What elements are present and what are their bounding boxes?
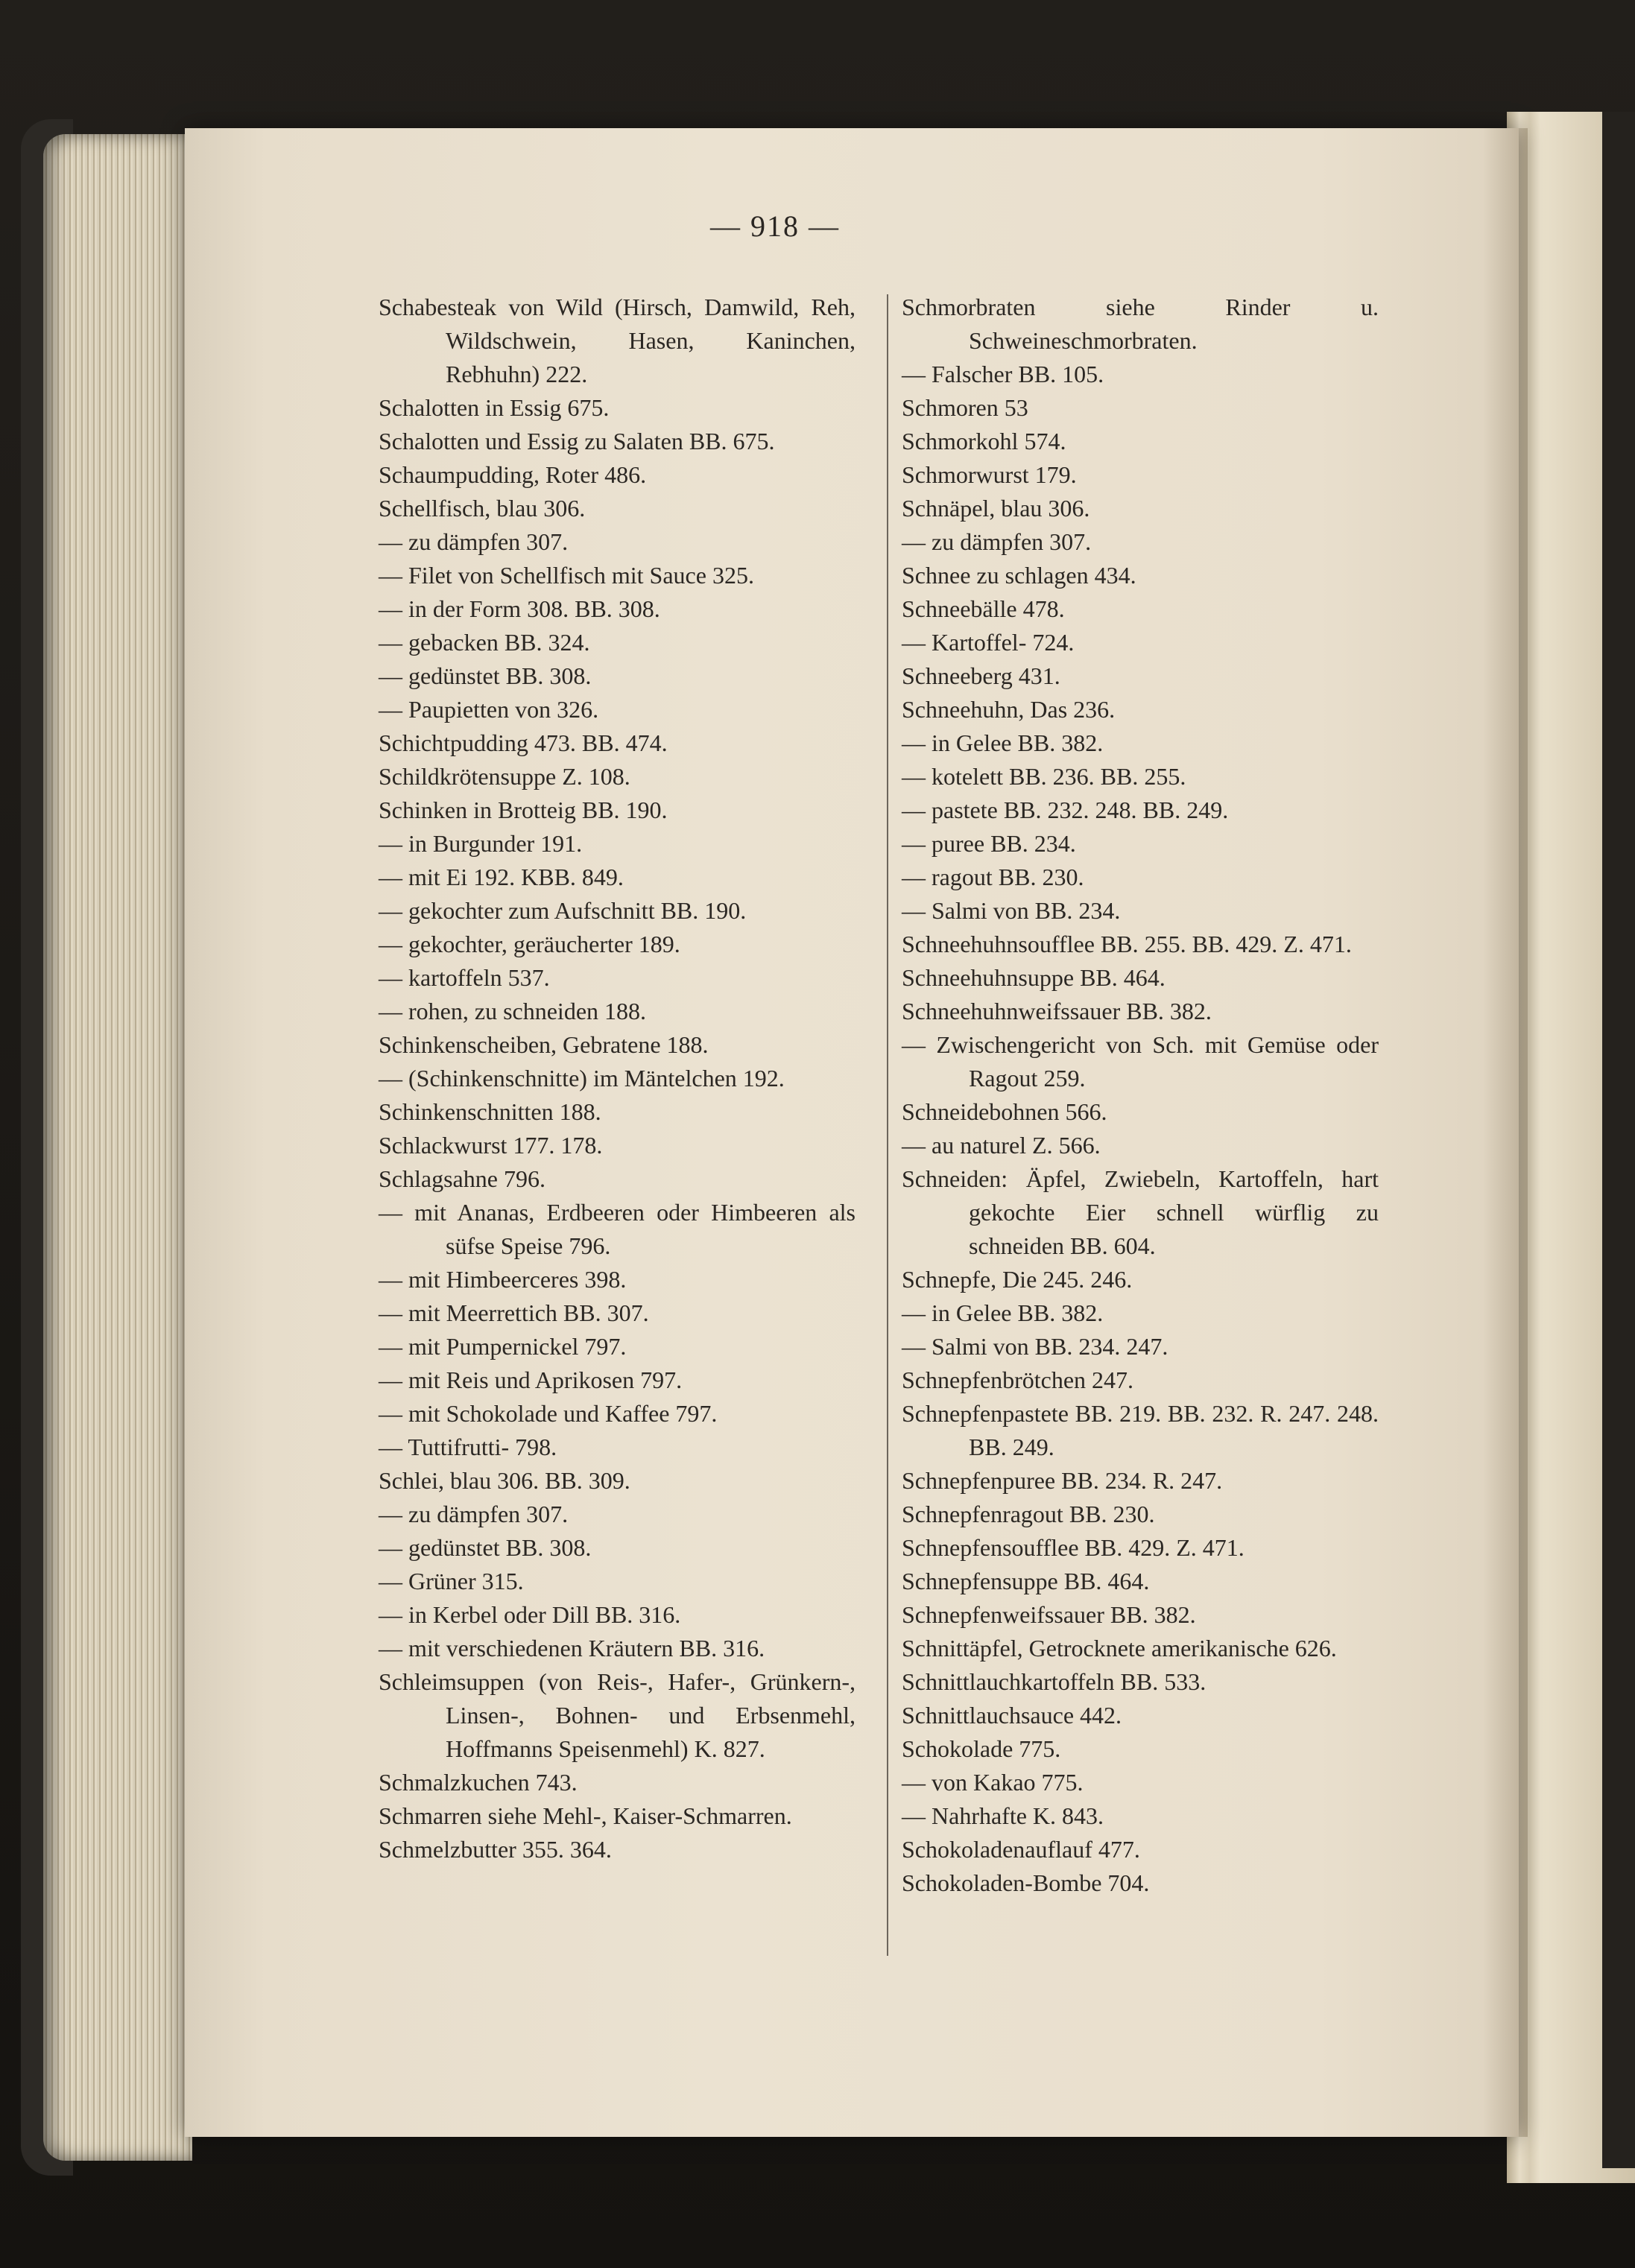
index-entry: — von Kakao 775. <box>902 1769 1084 1796</box>
index-entry: Schneehuhnsoufflee BB. 255. BB. 429. Z. 471. <box>902 931 1352 957</box>
index-column-left <box>379 291 856 1866</box>
index-entry: Schnee zu schlagen 434. <box>902 562 1136 589</box>
index-entry: Schichtpudding 473. BB. 474. <box>379 729 668 756</box>
index-entry: — Paupietten von 326. <box>379 696 599 723</box>
index-entry: Schokolade 775. <box>902 1735 1061 1762</box>
index-entry: — in Gelee BB. 382. <box>902 1299 1104 1326</box>
index-entry: Schnepfensuppe BB. 464. <box>902 1568 1150 1594</box>
index-entry: — Kartoffel- 724. <box>902 629 1075 656</box>
index-entry: Schmorwurst 179. <box>902 461 1077 488</box>
index-entry: — gebacken BB. 324. <box>379 629 590 656</box>
index-entry: Schnepfenpastete BB. 219. BB. 232. R. 247. 248. BB. 249. <box>902 1400 1379 1460</box>
index-entry: Schokoladenauflauf 477. <box>902 1836 1140 1863</box>
index-entry: — in Gelee BB. 382. <box>902 729 1104 756</box>
index-entry: Schokoladen-Bombe 704. <box>902 1869 1150 1896</box>
index-entry: Schneehuhn, Das 236. <box>902 696 1116 723</box>
index-entry: Schnepfenpuree BB. 234. R. 247. <box>902 1467 1223 1494</box>
book-cover-right <box>1602 112 1635 2168</box>
index-entry: — mit Ei 192. KBB. 849. <box>379 864 624 890</box>
index-entry: — zu dämpfen 307. <box>379 528 569 555</box>
index-entry: Schmelzbutter 355. 364. <box>379 1836 612 1863</box>
index-entry: Schnittlauchkartoffeln BB. 533. <box>902 1668 1207 1695</box>
index-entry: Schneebälle 478. <box>902 595 1065 622</box>
index-entry: — Falscher BB. 105. <box>902 361 1104 387</box>
index-entry: — mit verschiedenen Kräutern BB. 316. <box>379 1635 765 1662</box>
index-entry: Schnepfenragout BB. 230. <box>902 1501 1155 1527</box>
index-entry: — mit Pumpernickel 797. <box>379 1333 627 1360</box>
index-entry: Schneidebohnen 566. <box>902 1098 1107 1125</box>
index-entry: — mit Himbeerceres 398. <box>379 1266 627 1293</box>
page-edges <box>43 134 192 2161</box>
index-entry: Schnittäpfel, Getrocknete amerikanische 626. <box>902 1635 1337 1662</box>
index-entry: Schnittlauchsauce 442. <box>902 1702 1122 1729</box>
index-entry: — Filet von Schellfisch mit Sauce 325. <box>379 562 754 589</box>
index-entry: Schlackwurst 177. 178. <box>379 1132 603 1159</box>
index-entry: — zu dämpfen 307. <box>379 1501 569 1527</box>
index-entry: Schmorkohl 574. <box>902 428 1066 454</box>
index-entry: Schildkrötensuppe Z. 108. <box>379 763 630 790</box>
index-entry: — mit Schokolade und Kaffee 797. <box>379 1400 718 1427</box>
index-entry: — gekochter, geräucherter 189. <box>379 931 680 957</box>
index-entry: Schmalzkuchen 743. <box>379 1769 578 1796</box>
index-entry: — pastete BB. 232. 248. BB. 249. <box>902 796 1229 823</box>
index-entry: Schinkenscheiben, Gebratene 188. <box>379 1031 709 1058</box>
index-entry: — zu dämpfen 307. <box>902 528 1092 555</box>
index-entry: — Salmi von BB. 234. <box>902 897 1121 924</box>
index-entry: Schnäpel, blau 306. <box>902 495 1090 522</box>
index-entry: Schleimsuppen (von Reis-, Hafer-, Grünkern-, Linsen-, Bohnen- und Erbsenmehl, Hoffmanns Speisenmehl) K. 827. <box>379 1668 856 1762</box>
index-entry: Schmarren siehe Mehl-, Kaiser-Schmarren. <box>379 1802 792 1829</box>
index-entry: — (Schinkenschnitte) im Mäntelchen 192. <box>379 1065 785 1092</box>
index-entry: — in Burgunder 191. <box>379 830 583 857</box>
index-entry: — gedünstet BB. 308. <box>379 1534 592 1561</box>
index-entry: — Nahrhafte K. 843. <box>902 1802 1104 1829</box>
index-entry: — gedünstet BB. 308. <box>379 662 592 689</box>
index-entry: Schneehuhnsuppe BB. 464. <box>902 964 1166 991</box>
index-entry: Schlagsahne 796. <box>379 1165 545 1192</box>
index-entry: Schinken in Brotteig BB. 190. <box>379 796 668 823</box>
index-entry: Schaumpudding, Roter 486. <box>379 461 647 488</box>
index-entry: Schlei, blau 306. BB. 309. <box>379 1467 630 1494</box>
index-entry: — kotelett BB. 236. BB. 255. <box>902 763 1186 790</box>
index-entry: Schneehuhnweifssauer BB. 382. <box>902 998 1212 1024</box>
index-entry: Schnepfenweifssauer BB. 382. <box>902 1601 1196 1628</box>
index-entry: — mit Ananas, Erdbeeren oder Himbeeren als süfse Speise 796. <box>379 1199 856 1259</box>
index-entry: Schmorbraten siehe Rinder u. Schweineschmorbraten. <box>902 294 1379 354</box>
index-entry: — puree BB. 234. <box>902 830 1076 857</box>
index-entry: Schneiden: Äpfel, Zwiebeln, Kartoffeln, hart gekochte Eier schnell würflig zu schneiden BB. 604. <box>902 1165 1379 1259</box>
index-entry: — ragout BB. 230. <box>902 864 1084 890</box>
index-entry: Schmoren 53 <box>902 394 1028 421</box>
index-column-right <box>902 291 1379 1900</box>
index-entry: — in der Form 308. BB. 308. <box>379 595 660 622</box>
index-entry: — kartoffeln 537. <box>379 964 550 991</box>
index-entry: — in Kerbel oder Dill BB. 316. <box>379 1601 681 1628</box>
column-divider <box>887 294 888 1956</box>
index-entry: Schnepfe, Die 245. 246. <box>902 1266 1133 1293</box>
index-entry: Schalotten und Essig zu Salaten BB. 675. <box>379 428 775 454</box>
index-entry: — Grüner 315. <box>379 1568 524 1594</box>
index-entry: Schneeberg 431. <box>902 662 1060 689</box>
index-entry: Schellfisch, blau 306. <box>379 495 586 522</box>
index-entry: — Salmi von BB. 234. 247. <box>902 1333 1168 1360</box>
index-entry: — Tuttifrutti- 798. <box>379 1434 557 1460</box>
index-entry: — rohen, zu schneiden 188. <box>379 998 647 1024</box>
index-entry: — mit Meerrettich BB. 307. <box>379 1299 649 1326</box>
index-entry: Schnepfensoufflee BB. 429. Z. 471. <box>902 1534 1245 1561</box>
index-entry: — gekochter zum Aufschnitt BB. 190. <box>379 897 747 924</box>
index-entry: Schabesteak von Wild (Hirsch, Damwild, Reh, Wildschwein, Hasen, Kaninchen, Rebhuhn) 222. <box>379 294 856 387</box>
index-entry: — Zwischengericht von Sch. mit Gemüse oder Ragout 259. <box>902 1031 1379 1092</box>
page-number: — 918 — <box>710 209 840 243</box>
index-entry: — au naturel Z. 566. <box>902 1132 1101 1159</box>
page-gutter-shadow <box>1483 128 1528 2137</box>
index-entry: Schinkenschnitten 188. <box>379 1098 601 1125</box>
index-entry: — mit Reis und Aprikosen 797. <box>379 1366 683 1393</box>
index-entry: Schalotten in Essig 675. <box>379 394 610 421</box>
index-entry: Schnepfenbrötchen 247. <box>902 1366 1134 1393</box>
